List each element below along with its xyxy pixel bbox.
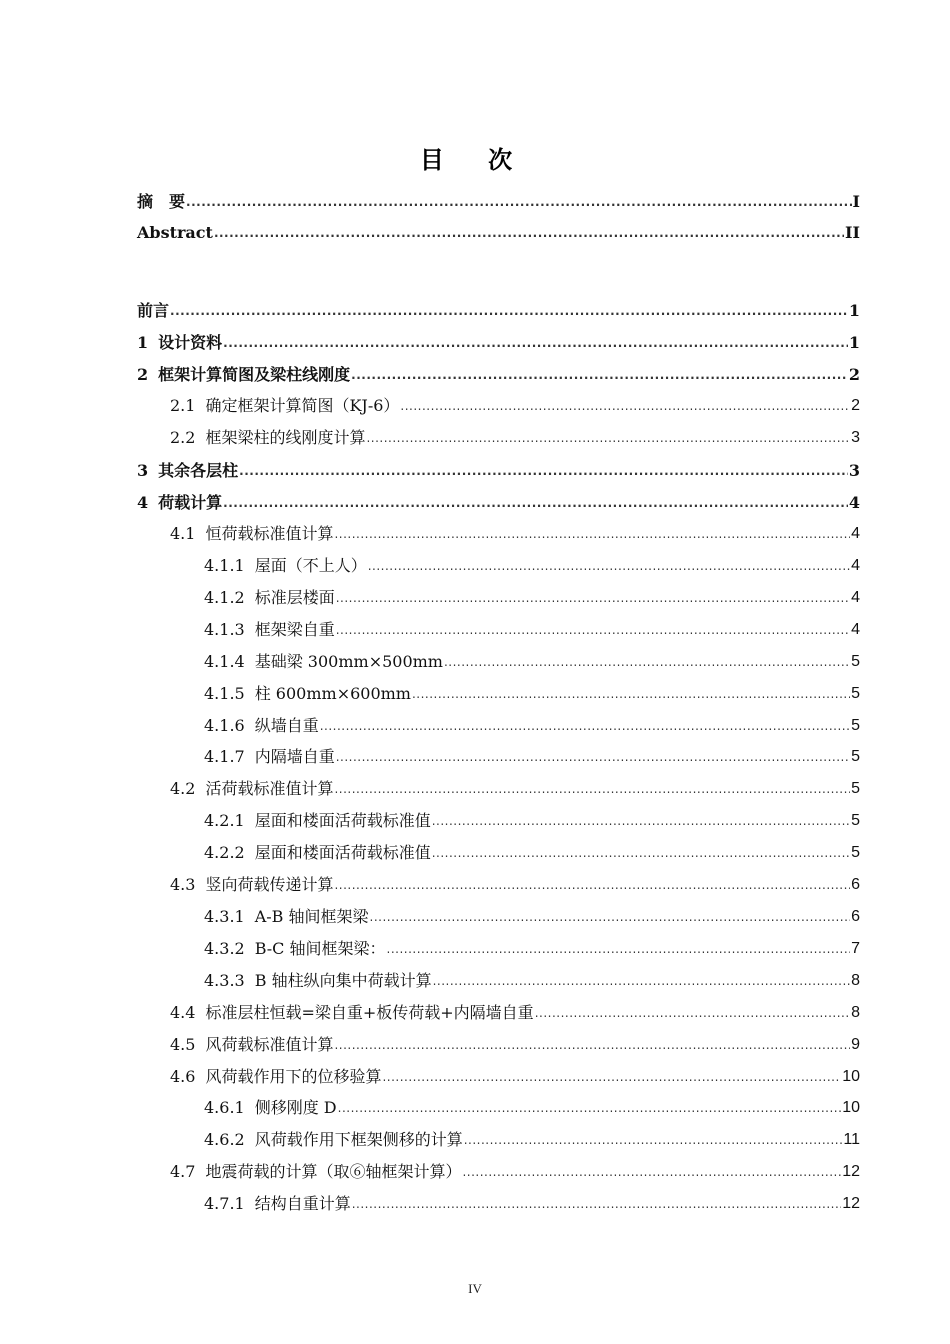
toc-leader-dots [214,225,844,244]
toc-leader-dots [320,718,850,737]
toc-entry-text: A-B 轴间框架梁 [254,907,369,926]
toc-entry-number: 3 [137,461,149,480]
toc-entry-abstract-en[interactable] [137,222,860,244]
toc-entry-number: 4.3.3 [204,971,245,990]
toc-entry-number: 4.1 [170,524,196,543]
toc-entry[interactable] [137,906,860,928]
toc-leader-dots [334,781,850,800]
toc-entry[interactable] [137,460,860,482]
toc-entry-text: 标准层楼面 [254,588,335,607]
toc-entry-text: B-C 轴间框架梁： [254,939,386,958]
toc-leader-dots [412,686,850,705]
toc-entry-number: 2.2 [170,428,196,447]
toc-entry[interactable] [137,810,860,832]
toc-entry[interactable] [137,427,860,449]
toc-entry[interactable] [137,683,860,705]
toc-entry-number: 4.6.1 [204,1098,245,1117]
toc-page-number: 4 [848,493,860,512]
toc-entry-text: 屋面（不上人） [254,556,367,575]
toc-entry-abstract-cn[interactable] [137,191,860,213]
toc-leader-dots [368,558,850,577]
toc-entry-number: 4.6 [170,1067,196,1086]
toc-entry-text: 设计资料 [158,333,223,352]
toc-leader-dots [334,1037,850,1056]
toc-entry[interactable] [137,778,860,800]
toc-entry-text: 内隔墙自重 [254,747,335,766]
toc-leader-dots [366,430,850,449]
toc-entry-number: 2 [137,365,149,384]
toc-page-number: II [845,223,860,242]
toc-entry-number: 4.3.1 [204,907,245,926]
toc-entry-text: 确定框架计算简图（KJ-6） [205,396,400,415]
toc-entry-preface[interactable] [137,300,860,322]
toc-leader-dots [433,973,851,992]
toc-entry-number: 4.6.2 [204,1130,245,1149]
toc-entry[interactable] [137,1129,860,1151]
toc-page-number: 5 [851,844,860,861]
toc-leader-dots [338,1100,842,1119]
toc-page-number: 6 [851,908,860,925]
toc-entry[interactable] [137,1002,860,1024]
toc-entry-number: 4.1.1 [204,556,245,575]
toc-leader-dots [336,749,850,768]
toc-page-number: 11 [843,1131,860,1148]
toc-entry-text: 柱 600mm×600mm [254,684,411,703]
page-title: 目 次 [419,145,531,174]
toc-entry-text: 荷载计算 [158,493,223,512]
toc-entry-number: 4.5 [170,1035,196,1054]
toc-page-number: 10 [842,1099,860,1116]
toc-page-number: I [852,192,860,211]
toc-entry-text: 框架计算简图及梁柱线刚度 [158,365,351,384]
toc-page-number: 4 [851,621,860,638]
toc-page-number: 8 [851,1004,860,1021]
toc-leader-dots [464,1132,843,1151]
toc-leader-dots [444,654,850,673]
toc-entry-number: 4.2.1 [204,811,245,830]
toc-page-number: 4 [851,525,860,542]
toc-entry-number: 4.2.2 [204,843,245,862]
toc-leader-dots [170,303,848,322]
toc-leader-dots [400,398,850,417]
toc-leader-dots [387,941,851,960]
toc-leader-dots [186,194,852,213]
toc-entry[interactable] [137,555,860,577]
toc-page-number: 3 [848,461,860,480]
toc-entry[interactable] [137,1034,860,1056]
toc-entry-text: 框架梁自重 [254,620,335,639]
toc-page-number: 7 [851,940,860,957]
toc-entry-text: 竖向荷载传递计算 [205,875,334,894]
toc-entry-text: 活荷载标准值计算 [205,779,334,798]
page-footer-number: IV [468,1281,482,1296]
toc-entry-text: B 轴柱纵向集中荷载计算 [254,971,432,990]
toc-entry-text: 其余各层柱 [158,461,239,480]
toc-page-number: 5 [851,748,860,765]
toc-page-number: 1 [848,333,860,352]
toc-entry-text: 地震荷载的计算（取⑥轴框架计算） [205,1162,462,1181]
toc-entry-text: 摘 要 [137,192,186,211]
toc-leader-dots [336,590,850,609]
toc-page-number: 5 [851,685,860,702]
toc-entry-text: 风荷载标准值计算 [205,1035,334,1054]
toc-page-number: 4 [851,589,860,606]
toc-page-number: 8 [851,972,860,989]
toc-entry-text: 风荷载作用下的位移验算 [205,1067,382,1086]
toc-entry[interactable] [137,938,860,960]
toc-leader-dots [382,1069,841,1088]
toc-entry-text: 前言 [137,301,170,320]
toc-leader-dots [223,335,848,354]
toc-page-number: 9 [851,1036,860,1053]
toc-page-number: 10 [842,1068,860,1085]
toc-entry[interactable] [137,970,860,992]
toc-page-number: 12 [842,1195,860,1212]
toc-leader-dots [432,845,850,864]
toc-entry[interactable] [137,523,860,545]
toc-page-number: 6 [851,876,860,893]
toc-entry[interactable] [137,842,860,864]
toc-entry-number: 4 [137,493,149,512]
toc-entry-text: 框架梁柱的线刚度计算 [205,428,366,447]
toc-page-number: 1 [848,301,860,320]
toc-entry-text: Abstract [137,223,213,242]
toc-leader-dots [352,1196,841,1215]
toc-page-number: 2 [851,397,860,414]
toc-leader-dots [432,813,850,832]
toc-entry[interactable] [137,1097,860,1119]
toc-entry-number: 4.7.1 [204,1194,245,1213]
toc-leader-dots [351,367,848,386]
toc-page-number: 2 [848,365,860,384]
toc-entry-number: 1 [137,333,149,352]
toc-leader-dots [239,463,848,482]
toc-page-number: 3 [851,429,860,446]
toc-entry[interactable] [137,1193,860,1215]
toc-entry[interactable] [137,395,860,417]
toc-entry-number: 4.1.7 [204,747,245,766]
toc-entry-text: 风荷载作用下框架侧移的计算 [254,1130,463,1149]
toc-entry[interactable] [137,874,860,896]
toc-entry-text: 纵墙自重 [254,716,319,735]
toc-entry-number: 4.1.3 [204,620,245,639]
toc-entry-text: 屋面和楼面活荷载标准值 [254,811,431,830]
toc-entry[interactable] [137,651,860,673]
toc-page-number: 4 [851,557,860,574]
toc-entry[interactable] [137,364,860,386]
toc-page-number: 12 [842,1163,860,1180]
toc-entry-text: 基础梁 300mm×500mm [254,652,443,671]
toc-entry[interactable] [137,746,860,768]
toc-leader-dots [535,1005,850,1024]
toc-entry-text: 恒荷载标准值计算 [205,524,334,543]
toc-entry[interactable] [137,715,860,737]
toc-entry-number: 4.1.2 [204,588,245,607]
toc-entry[interactable] [137,619,860,641]
toc-leader-dots [223,495,848,514]
toc-entry-text: 侧移刚度 D [254,1098,337,1117]
toc-entry-text: 标准层柱恒载=梁自重+板传荷载+内隔墙自重 [205,1003,534,1022]
toc-entry-number: 4.4 [170,1003,196,1022]
toc-entry[interactable] [137,587,860,609]
toc-page-number: 5 [851,780,860,797]
toc-leader-dots [336,622,850,641]
toc-entry-number: 2.1 [170,396,196,415]
toc-page-number: 5 [851,812,860,829]
toc-entry[interactable] [137,1161,860,1183]
toc-page-number: 5 [851,717,860,734]
toc-entry-number: 4.7 [170,1162,196,1181]
toc-page-number: 5 [851,653,860,670]
toc-leader-dots [334,526,850,545]
toc-entry-number: 4.3.2 [204,939,245,958]
toc-entry[interactable] [137,492,860,514]
toc-entry-number: 4.1.5 [204,684,245,703]
toc-leader-dots [462,1164,841,1183]
toc-entry-number: 4.1.4 [204,652,245,671]
toc-leader-dots [334,877,850,896]
toc-leader-dots [370,909,851,928]
toc-entry-number: 4.2 [170,779,196,798]
toc-entry[interactable] [137,332,860,354]
toc-entry-number: 4.3 [170,875,196,894]
toc-entry-text: 结构自重计算 [254,1194,351,1213]
toc-entry-number: 4.1.6 [204,716,245,735]
toc-entry-text: 屋面和楼面活荷载标准值 [254,843,431,862]
toc-entry[interactable] [137,1066,860,1088]
